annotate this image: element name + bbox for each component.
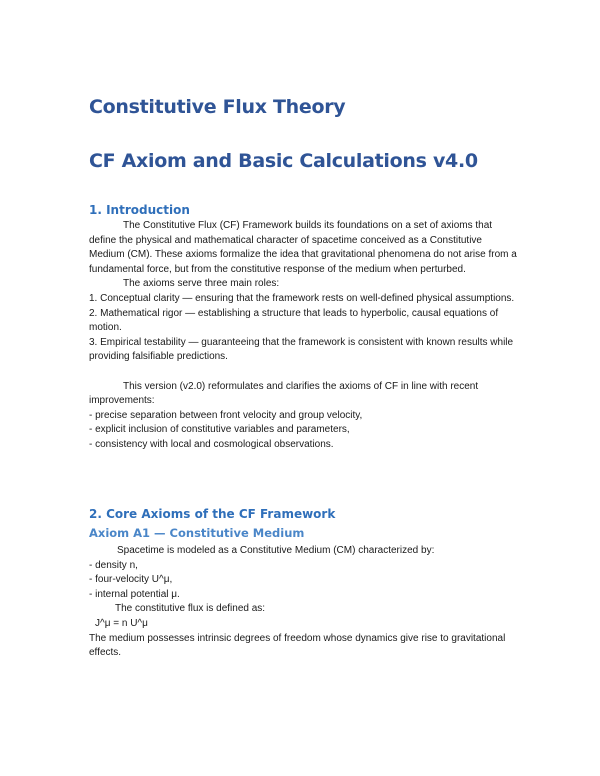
axiom-a1-intro: Spacetime is modeled as a Constitutive Medium (CM) characterized by: [117,545,435,556]
roles-intro: The axioms serve three main roles: [123,278,280,290]
axiom-a1-closing: The medium possesses intrinsic degrees of freedom whose dynamics give rise to gravitational effects. [89,632,506,659]
intro-paragraph: The Constitutive Flux (CF) Framework builds its foundations on a set of axioms that define the physical and mathematical character of spacetime conceived as a Constitutive Medium (CM). These axioms formalize the idea that gravitational phenomena do not arise from a fundamental force, but from the constitutive response of the medium when perturbed. [89,220,517,275]
axiom-a1-item: - density n, [89,559,138,571]
improvement-item: - precise separation between front velocity and group velocity, [89,409,363,421]
axiom-a1-item: - internal potential μ. [89,588,180,600]
introduction-body [89,219,519,453]
axiom-a1-body [89,544,519,661]
section-heading-introduction: 1. Introduction [89,203,190,217]
flux-definition-line: The constitutive flux is defined as: [115,603,266,615]
document-subtitle: CF Axiom and Basic Calculations v4.0 [89,150,478,172]
role-item: 2. Mathematical rigor — establishing a structure that leads to hyperbolic, causal equations of motion. [89,307,499,334]
document-title: Constitutive Flux Theory [89,96,346,118]
axiom-a1-heading: Axiom A1 — Constitutive Medium [89,526,305,540]
improvement-item: - consistency with local and cosmological observations. [89,438,334,450]
section-heading-core-axioms: 2. Core Axioms of the CF Framework [89,507,336,521]
role-item: 3. Empirical testability — guaranteeing that the framework is consistent with known results while providing falsifiable predictions. [89,336,514,363]
flux-formula: J^μ = n U^μ [95,617,148,629]
version-paragraph: This version (v2.0) reformulates and clarifies the axioms of CF in line with recent improvements: [89,380,479,407]
role-item: 1. Conceptual clarity — ensuring that the framework rests on well-defined physical assumptions. [89,292,515,304]
improvement-item: - explicit inclusion of constitutive variables and parameters, [89,424,350,436]
axiom-a1-item: - four-velocity U^μ, [89,574,173,586]
